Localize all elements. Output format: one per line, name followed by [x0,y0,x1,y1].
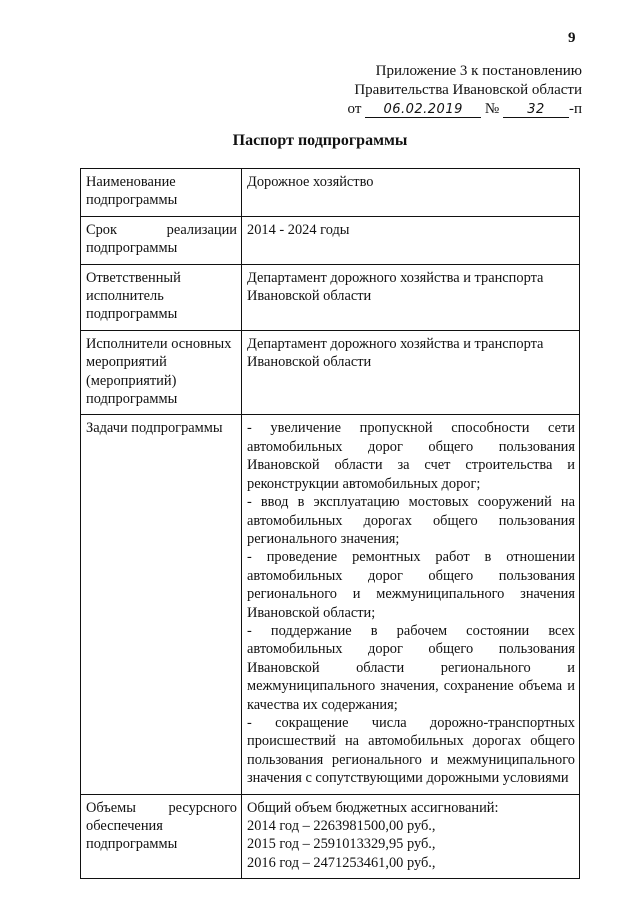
funding-label-word2: ресурсного [168,799,237,816]
task-item: - проведение ремонтных работ в отношении автомобильных дорог общего пользования регионального и межмуниципального значения Ивановской области; [247,549,575,621]
row-value-tasks [242,415,580,794]
term-label-line2: подпрограммы [86,240,178,257]
funding-year: 2014 год – 2263981500,00 руб., [247,818,436,834]
task-item: - сокращение числа дорожно-транспортных происшествий на автомобильных дорогах общего пользования регионального и межмуниципального значения с сопутствующими дорожными условиями [247,714,575,787]
table-row-executors [81,330,580,415]
row-value-name: Дорожное хозяйство [242,169,580,217]
row-value-term: 2014 - 2024 годы [242,216,580,264]
appendix-line-1: Приложение 3 к постановлению [375,63,582,79]
number-suffix: -п [568,101,582,117]
task-item: - ввод в эксплуатацию мостовых сооружений на автомобильных дорогах общего пользования регионального значения; [247,494,575,547]
document-title: Паспорт подпрограммы [232,132,408,149]
handwritten-number: 32 [503,102,569,118]
funding-label-rest: обеспечения подпрограммы [86,818,178,853]
term-label-word2: реализации [166,221,237,238]
number-label: № [484,101,500,117]
row-label-funding [81,794,242,879]
passport-table [80,168,580,879]
from-label: от [347,101,362,117]
row-label-tasks: Задачи подпрограммы [81,415,242,794]
task-item: - увеличение пропускной способности сети автомобильных дорог общего пользования Ивановской области за счет строительства и реконструкции автомобильных дорог; [247,420,575,492]
table-row-funding [81,794,580,879]
row-label-responsible: Ответственный исполнитель подпрограммы [81,264,242,330]
row-label-term [81,216,242,264]
row-label-name: Наименование подпрограммы [81,169,242,217]
table-row-responsible [81,264,580,330]
row-value-executors: Департамент дорожного хозяйства и транспорта Ивановской области [242,330,580,415]
funding-year: 2015 год – 2591013329,95 руб., [247,836,436,853]
term-label-word1: Срок [86,221,117,238]
appendix-date-line [348,100,582,119]
table-row-tasks [81,415,580,794]
row-value-responsible: Департамент дорожного хозяйства и транспорта Ивановской области [242,264,580,330]
row-value-funding [242,794,580,879]
page-number: 9 [568,30,576,46]
funding-label-word1: Объемы [86,799,136,816]
funding-intro: Общий объем бюджетных ассигнований: [247,799,499,816]
task-item: - поддержание в рабочем состоянии всех автомобильных дорог общего пользования Ивановской области регионального и межмуниципального значения, сохранение объема и качества их содержания; [247,622,575,713]
appendix-header [348,62,582,119]
table-row-term [81,216,580,264]
row-label-executors: Исполнители основных мероприятий (мероприятий) подпрограммы [81,330,242,415]
appendix-line-2: Правительства Ивановской области [354,82,582,98]
handwritten-date: 06.02.2019 [365,102,481,118]
table-row-name [81,169,580,217]
funding-year: 2016 год – 2471253461,00 руб., [247,854,436,871]
